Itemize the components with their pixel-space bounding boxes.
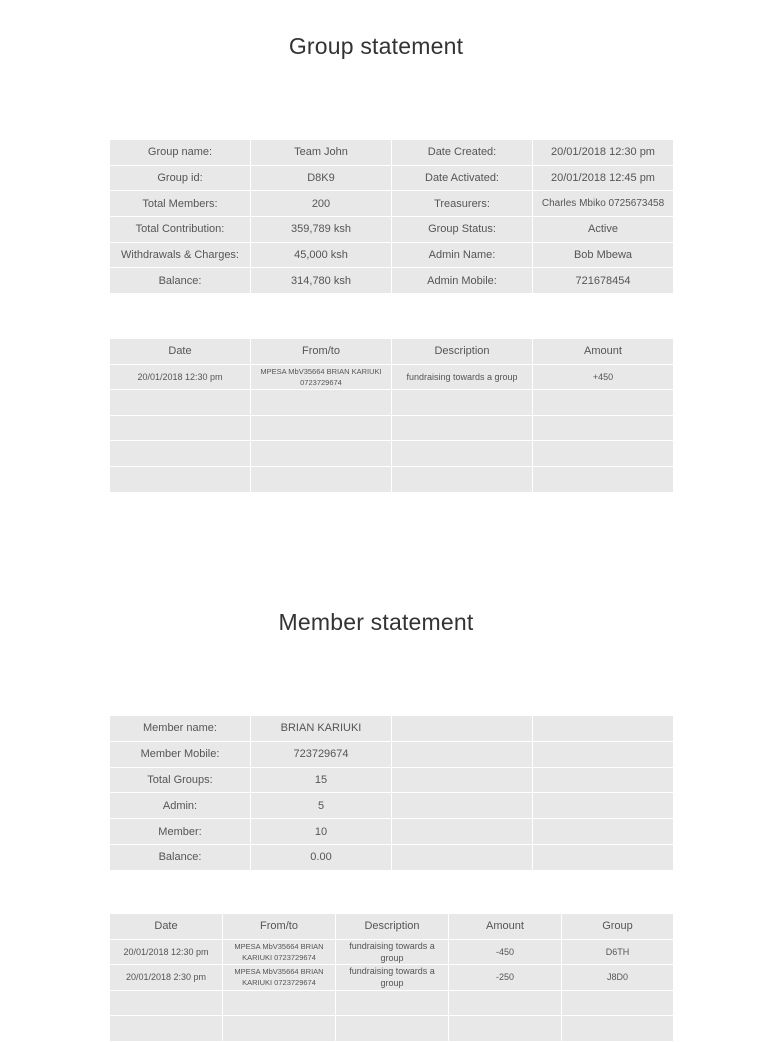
table-row	[110, 268, 674, 294]
table-row	[110, 364, 674, 390]
admin-name-label: Admin Name:	[392, 242, 533, 268]
group-name-value: Team John	[251, 140, 392, 166]
total-contribution-value: 359,789 ksh	[251, 217, 392, 243]
withdrawals-value: 45,000 ksh	[251, 242, 392, 268]
table-row	[110, 767, 674, 793]
tx-group: J8D0	[562, 965, 674, 991]
member-count-value: 10	[251, 819, 392, 845]
table-row	[110, 965, 674, 991]
tx-from-to: MPESA MbV35664 BRIAN KARIUKI 0723729674	[223, 965, 336, 991]
column-header-amount: Amount	[533, 339, 674, 365]
table-row	[110, 741, 674, 767]
admin-count-value: 5	[251, 793, 392, 819]
member-info-table	[109, 715, 674, 871]
tx-description-text: fundraising towards a group	[349, 940, 435, 963]
table-row	[110, 217, 674, 243]
group-id-label: Group id:	[110, 165, 251, 191]
table-row	[110, 140, 674, 166]
tx-date: 20/01/2018 12:30 pm	[110, 364, 251, 390]
tx-description-text: fundraising towards a group	[349, 966, 435, 989]
tx-amount: -450	[449, 939, 562, 965]
total-members-label: Total Members:	[110, 191, 251, 217]
admin-count-label: Admin:	[110, 793, 251, 819]
member-name-label: Member name:	[110, 716, 251, 742]
total-groups-value: 15	[251, 767, 392, 793]
table-row	[110, 165, 674, 191]
tx-date: 20/01/2018 2:30 pm	[110, 965, 223, 991]
column-header-date: Date	[110, 339, 251, 365]
group-status-label: Group Status:	[392, 217, 533, 243]
table-row-empty	[110, 415, 674, 441]
balance-label: Balance:	[110, 268, 251, 294]
column-header-group: Group	[562, 914, 674, 940]
tx-amount: -250	[449, 965, 562, 991]
table-row	[110, 939, 674, 965]
column-header-date: Date	[110, 914, 223, 940]
table-row	[110, 191, 674, 217]
table-row-empty	[110, 1016, 674, 1042]
tx-description: fundraising towards a group	[392, 364, 533, 390]
table-row-empty	[110, 441, 674, 467]
group-info-table	[109, 139, 674, 294]
column-header-from-to: From/to	[223, 914, 336, 940]
table-header-row	[110, 339, 674, 365]
group-id-value: D8K9	[251, 165, 392, 191]
member-mobile-label: Member Mobile:	[110, 741, 251, 767]
tx-group: D6TH	[562, 939, 674, 965]
column-header-description: Description	[392, 339, 533, 365]
tx-amount: +450	[533, 364, 674, 390]
date-activated-label: Date Activated:	[392, 165, 533, 191]
member-balance-label: Balance:	[110, 844, 251, 870]
table-row	[110, 844, 674, 870]
table-header-row	[110, 914, 674, 940]
treasurers-label: Treasurers:	[392, 191, 533, 217]
group-transactions-table	[109, 338, 674, 493]
table-row-empty	[110, 390, 674, 416]
date-created-value: 20/01/2018 12:30 pm	[533, 140, 674, 166]
member-balance-value: 0.00	[251, 844, 392, 870]
tx-from-to: MPESA MbV35664 BRIAN KARIUKI 0723729674	[251, 364, 392, 390]
table-row	[110, 242, 674, 268]
tx-description	[336, 965, 449, 991]
table-row-empty	[110, 466, 674, 492]
admin-mobile-label: Admin Mobile:	[392, 268, 533, 294]
group-name-label: Group name:	[110, 140, 251, 166]
table-row	[110, 793, 674, 819]
member-statement-title: Member statement	[278, 609, 474, 635]
table-row	[110, 716, 674, 742]
tx-description	[336, 939, 449, 965]
withdrawals-label: Withdrawals & Charges:	[110, 242, 251, 268]
admin-mobile-value: 721678454	[533, 268, 674, 294]
column-header-description: Description	[336, 914, 449, 940]
table-row-empty	[110, 990, 674, 1016]
column-header-amount: Amount	[449, 914, 562, 940]
tx-from-to: MPESA MbV35664 BRIAN KARIUKI 0723729674	[223, 939, 336, 965]
member-transactions-table	[109, 913, 674, 1042]
treasurers-value: Charles Mbiko 0725673458	[533, 191, 674, 217]
member-count-label: Member:	[110, 819, 251, 845]
admin-name-value: Bob Mbewa	[533, 242, 674, 268]
table-row	[110, 819, 674, 845]
member-name-value: BRIAN KARIUKI	[251, 716, 392, 742]
date-created-label: Date Created:	[392, 140, 533, 166]
total-groups-label: Total Groups:	[110, 767, 251, 793]
balance-value: 314,780 ksh	[251, 268, 392, 294]
member-mobile-value: 723729674	[251, 741, 392, 767]
group-status-value: Active	[533, 217, 674, 243]
date-activated-value: 20/01/2018 12:45 pm	[533, 165, 674, 191]
tx-date: 20/01/2018 12:30 pm	[110, 939, 223, 965]
column-header-from-to: From/to	[251, 339, 392, 365]
total-members-value: 200	[251, 191, 392, 217]
total-contribution-label: Total Contribution:	[110, 217, 251, 243]
group-statement-title: Group statement	[288, 33, 464, 59]
